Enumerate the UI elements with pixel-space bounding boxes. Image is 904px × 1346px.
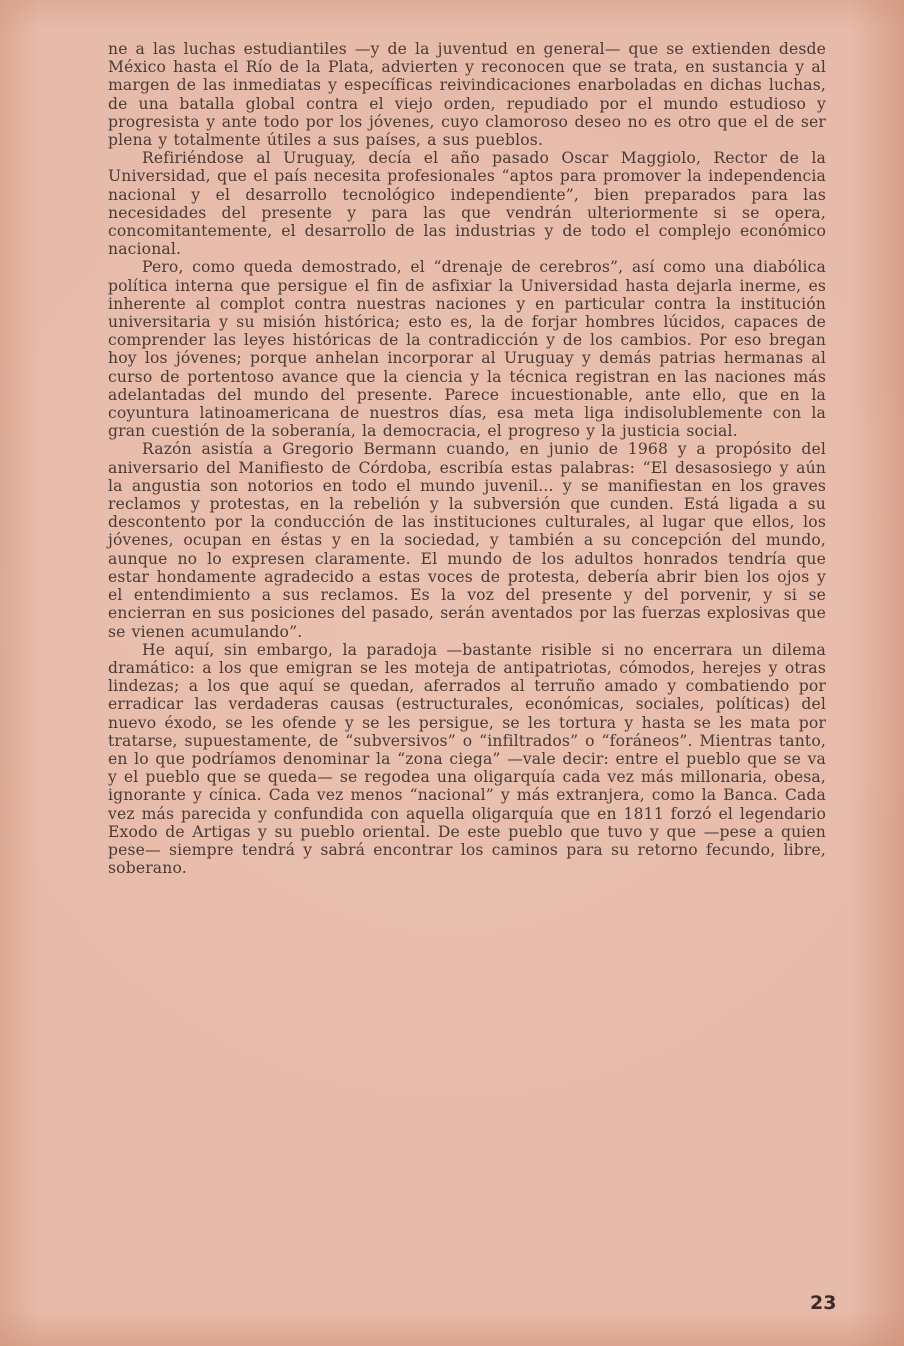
page-number: 23 [810, 1292, 837, 1314]
paragraph-continuation: ne a las luchas estudiantiles —y de la juventud en general— que se extienden desde México hasta el Río de la Plata, advierten y reconocen que se trata, en sustancia y al margen de las inmediatas y específicas reivindicaciones enarboladas en dichas luchas, de una batalla global contra el viejo orden, repudiado por el mundo estudioso y progresista y ante todo por los jóvenes, cuyo clamoroso deseo no es otro que el de ser plena y totalmente útiles a sus países, a sus pueblos. [108, 40, 826, 150]
page-body [108, 40, 826, 877]
paragraph-bermann: Razón asistía a Gregorio Bermann cuando, en junio de 1968 y a propósito del aniversario del Manifiesto de Córdoba, escribía estas palabras: “El desasosiego y aún la angustia son notorios en todo el mundo juvenil... y se manifiestan en los graves reclamos y protestas, en la rebelión y la subversión que cunden. Está ligada a su descontento por la conducción de las instituciones culturales, al lugar que ellos, los jóvenes, ocupan en éstas y en la sociedad, y también a su concepción del mundo, aunque no lo expresen claramente. El mundo de los adultos honrados tendría que estar hondamente agradecido a estas voces de protesta, debería abrir bien los ojos y el entendimiento a sus reclamos. Es la voz del presente y del porvenir, y si se encierran en sus posiciones del pasado, serán aventados por las fuerzas explosivas que se vienen acumulando”. [108, 440, 826, 641]
paragraph-maggiolo: Refiriéndose al Uruguay, decía el año pasado Oscar Maggiolo, Rector de la Universidad, que el país necesita profesionales “aptos para promover la independencia nacional y el desarrollo tecnológico independiente”, bien preparados para las necesidades del presente y para las que vendrán ulteriormente si se opera, concomitantemente, el desarrollo de las industrias y de todo el complejo económico nacional. [108, 149, 826, 259]
paragraph-paradoja: He aquí, sin embargo, la paradoja —bastante risible si no encerrara un dilema dramático: a los que emigran se les moteja de antipatriotas, cómodos, herejes y otras lindezas; a los que aquí se quedan, aferrados al terruño amado y combatiendo por erradicar las verdaderas causas (estructurales, económicas, sociales, políticas) del nuevo éxodo, se les ofende y se les persigue, se les tortura y hasta se les mata por tratarse, supuestamente, de “subversivos” o “infiltrados” o “foráneos”. Mientras tanto, en lo que podríamos denominar la “zona ciega” —vale decir: entre el pueblo que se va y el pueblo que se queda— se regodea una oligarquía cada vez más millonaria, obesa, ignorante y cínica. Cada vez menos “nacional” y más extranjera, como la Banca. Cada vez más parecida y confundida con aquella oligarquía que en 1811 forzó el legendario Exodo de Artigas y su pueblo oriental. De este pueblo que tuvo y que —pese a quien pese— siempre tendrá y sabrá encontrar los caminos para su retorno fecundo, libre, soberano. [108, 640, 826, 878]
paragraph-drenaje: Pero, como queda demostrado, el “drenaje de cerebros”, así como una diabólica política interna que persigue el fin de asfixiar la Universidad hasta dejarla inerme, es inherente al complot contra nuestras naciones y en particular contra la institución universitaria y su misión histórica; esto es, la de forjar hombres lúcidos, capaces de comprender las leyes históricas de la contradicción y de los cambios. Por eso bregan hoy los jóvenes; porque anhelan incorporar al Uruguay y demás patrias hermanas al curso de portentoso avance que la ciencia y la técnica registran en las naciones más adelantadas del mundo del presente. Parece incuestionable, ante ello, que en la coyuntura latinoamericana de nuestros días, esa meta liga indisolublemente con la gran cuestión de la soberanía, la democracia, el progreso y la justicia social. [108, 258, 826, 441]
